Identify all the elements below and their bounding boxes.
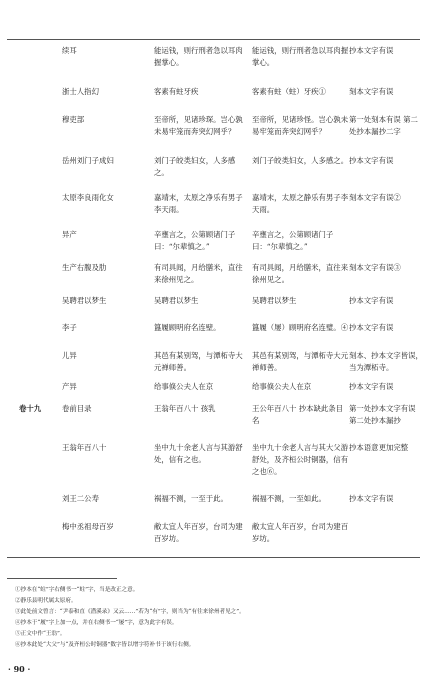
remark-cell: 第一处刻本有误 第二处抄本漏抄二字 bbox=[349, 115, 418, 136]
footnote: ⑤正文中作“王翁”。 bbox=[15, 631, 66, 637]
item-name-cell: 浙士人指幻 bbox=[62, 87, 99, 96]
item-name-cell: 卷前目录 bbox=[62, 404, 92, 413]
block-print-cell: 祸福不测，一至于此。 bbox=[154, 494, 228, 503]
block-print-cell: 客素有蛀牙疾 bbox=[154, 87, 199, 96]
manuscript-cell: 祸福不测，一至如此。 bbox=[252, 494, 326, 503]
footnote: ①抄本在“蛀”字右侧书一“蛀”字，当是改正之意。 bbox=[15, 587, 139, 593]
block-print-cell: 敝太宜人年百岁，台司为建百岁坊。 bbox=[154, 522, 243, 543]
item-name-cell: 吴聘君以梦生 bbox=[62, 296, 107, 305]
manuscript-cell: 刘门子皎类妇女，人多感之。 bbox=[252, 156, 349, 165]
manuscript-cell: 簋履（屡）顾明府名连璧。④ bbox=[252, 323, 349, 332]
footnote: ⑥抄本此处“大父”与“及齐桓公时铜器”数字皆以增字符补书于该行右侧。 bbox=[15, 642, 195, 648]
manuscript-cell: 坐中九十余老人言与其大父游舒处，及齐桓公时铜器，信有之也⑥。 bbox=[252, 443, 349, 476]
remark-cell: 刻本文字有误② bbox=[349, 193, 401, 202]
manuscript-cell: 辛壅言之，公第顾诸门子曰：“尔辈慎之。” bbox=[252, 230, 334, 251]
manuscript-cell: 其邑有某别驾，与潭柘寺大元禅师善。 bbox=[252, 351, 349, 372]
item-name-cell: 异产 bbox=[62, 230, 77, 239]
item-name-cell: 生产右腹及肋 bbox=[62, 263, 107, 272]
item-name-cell: 梅中丞祖母百岁 bbox=[62, 522, 114, 531]
remark-cell: 抄本文字有误 bbox=[349, 323, 394, 332]
page-number: · 90 · bbox=[8, 664, 31, 674]
item-name-cell: 穆吏部 bbox=[62, 115, 85, 124]
block-print-cell: 至帝所，见诸珍琛。岂心孰未易牢笼而奔突幻网乎？ bbox=[154, 115, 243, 136]
footnote-rule bbox=[7, 578, 117, 579]
block-print-cell: 刘门子皎类妇女，人多感之。 bbox=[154, 156, 236, 177]
block-print-cell: 其邑有某别驾，与潭柘寺大元禅师善。 bbox=[154, 351, 243, 372]
block-print-cell: 给事倏公夫人在京 bbox=[154, 382, 214, 391]
manuscript-cell: 吴聘君以梦生 bbox=[252, 296, 297, 305]
manuscript-cell: 王公年百八十 抄本缺此条目名 bbox=[252, 404, 344, 425]
remark-cell: 刻本文字有误③ bbox=[349, 263, 401, 272]
block-print-cell: 吴聘君以梦生 bbox=[154, 296, 199, 305]
block-print-cell: 簋履顾明府名连壁。 bbox=[154, 323, 221, 332]
footnote: ③此处前文曾言：“尹泰和直《潜溪录》又云……”若为“有”字，则当为“有往来徐州者见之”。 bbox=[15, 609, 245, 615]
table-top-rule bbox=[7, 39, 420, 40]
block-print-cell: 能运钱，则行刑者急以耳肉握掌心。 bbox=[154, 46, 243, 67]
item-name-cell: 岳州刘门子成妇 bbox=[62, 156, 114, 165]
block-print-cell: 坐中九十余老人言与其游舒处，信有之也。 bbox=[154, 443, 243, 464]
table-bottom-rule bbox=[7, 557, 420, 558]
remark-cell: 抄本文字有误 bbox=[349, 156, 394, 165]
block-print-cell: 有司具闻，月给膳米，直往来徐州见之。 bbox=[154, 263, 243, 284]
item-name-cell: 王翁年百八十 bbox=[62, 443, 107, 452]
manuscript-cell: 客素有蛀（蛀）牙疾① bbox=[252, 87, 326, 96]
remark-cell: 抄本文字有误 bbox=[349, 382, 394, 391]
block-print-cell: 王翁年百八十 孩乳 bbox=[154, 404, 216, 413]
remark-cell: 抄本语意更加完整 bbox=[349, 443, 409, 452]
manuscript-cell: 敝太宜人年百岁，台司为建百岁坊。 bbox=[252, 522, 349, 543]
remark-cell: 抄本文字有误 bbox=[349, 46, 394, 55]
remark-cell: 抄本文字有误 bbox=[349, 494, 394, 503]
item-name-cell: 太原李良雨化女 bbox=[62, 193, 114, 202]
remark-cell: 抄本文字有误 bbox=[349, 296, 394, 305]
item-name-cell: 续耳 bbox=[62, 46, 77, 55]
manuscript-cell: 有司具闻，月给膳米，直往来徐州见之。 bbox=[252, 263, 349, 284]
footnote: ④抄本于“履”字上加一点，并在右侧书一“屡”字，意为此字有误。 bbox=[15, 620, 178, 626]
manuscript-cell: 嘉靖末，太原之静乐有男子李天雨。 bbox=[252, 193, 349, 214]
footnote: ②静乐县明代属太原府。 bbox=[15, 598, 77, 604]
remark-cell: 刻本文字有误 bbox=[349, 87, 394, 96]
item-name-cell: 刘王二公寿 bbox=[62, 494, 99, 503]
item-name-cell: 儿异 bbox=[62, 351, 77, 360]
block-print-cell: 辛壅言之，公第顾诸门子曰：“尔辈慎之。” bbox=[154, 230, 236, 251]
block-print-cell: 嘉靖末，太原之净乐有男子李天雨。 bbox=[154, 193, 243, 214]
manuscript-cell: 能运钱，则行刑者急以耳肉握掌心。 bbox=[252, 46, 349, 67]
item-name-cell: 李子 bbox=[62, 323, 77, 332]
remark-cell: 第一处抄本文字有误 第二处抄本漏抄 bbox=[349, 404, 416, 425]
item-name-cell: 产异 bbox=[62, 382, 77, 391]
volume-cell: 卷十九 bbox=[19, 404, 42, 413]
manuscript-cell: 至帝所，见诸珍怪。岂心孰未易牢笼而奔突幻网乎？ bbox=[252, 115, 349, 136]
remark-cell: 刻本、抄本文字皆误，当为潭柘寺。 bbox=[349, 351, 423, 372]
manuscript-cell: 给事倏公夫人在京 bbox=[252, 382, 312, 391]
